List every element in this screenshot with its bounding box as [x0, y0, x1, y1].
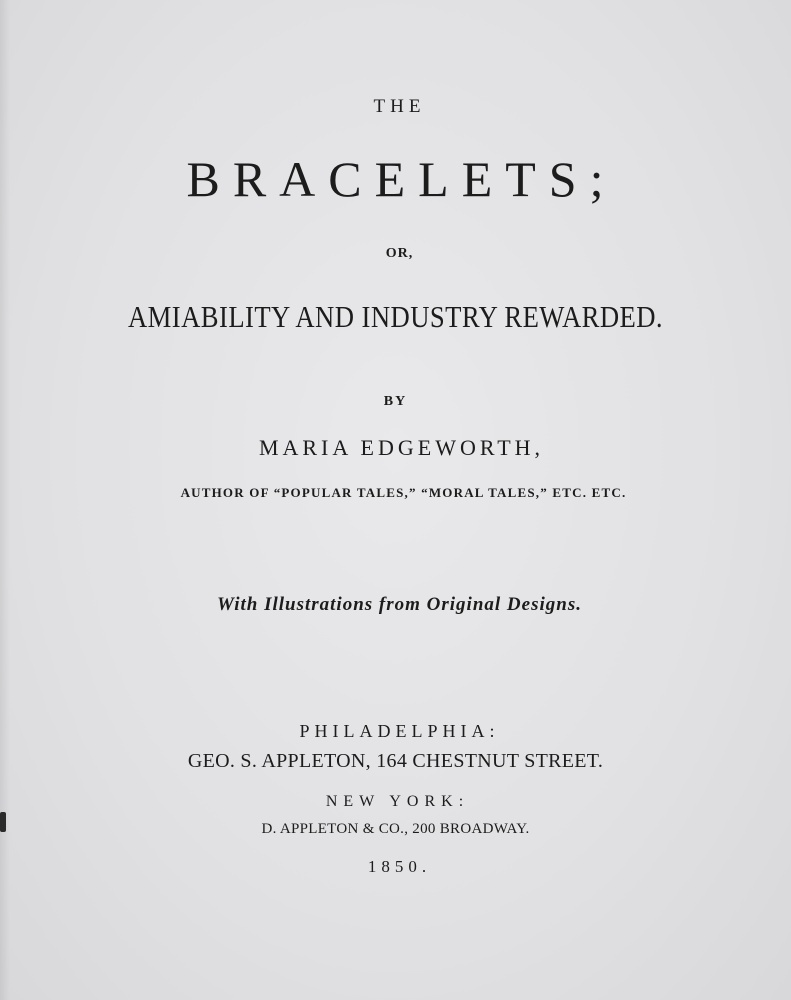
author-name: MARIA EDGEWORTH,: [258, 435, 545, 460]
author-credits: AUTHOR OF “POPULAR TALES,” “MORAL TALES,” ETC. ETC.: [180, 485, 627, 500]
publication-year: 1850.: [367, 857, 432, 876]
book-title: BRACELETS;: [186, 151, 617, 207]
illustrations-note: With Illustrations from Original Designs.: [217, 594, 582, 615]
publisher-city-new-york: NEW YORK:: [325, 793, 470, 810]
publisher-new-york: D. APPLETON & CO., 200 BROADWAY.: [261, 821, 530, 837]
ink-smudge: [0, 812, 6, 832]
book-subtitle: AMIABILITY AND INDUSTRY REWARDED.: [127, 299, 664, 334]
publisher-philadelphia: GEO. S. APPLETON, 164 CHESTNUT STREET.: [187, 750, 604, 772]
by-line: BY: [383, 394, 408, 409]
publisher-city-philadelphia: PHILADELPHIA:: [299, 721, 500, 741]
title-conjunction: OR,: [385, 246, 414, 261]
title-article: THE: [373, 96, 426, 117]
